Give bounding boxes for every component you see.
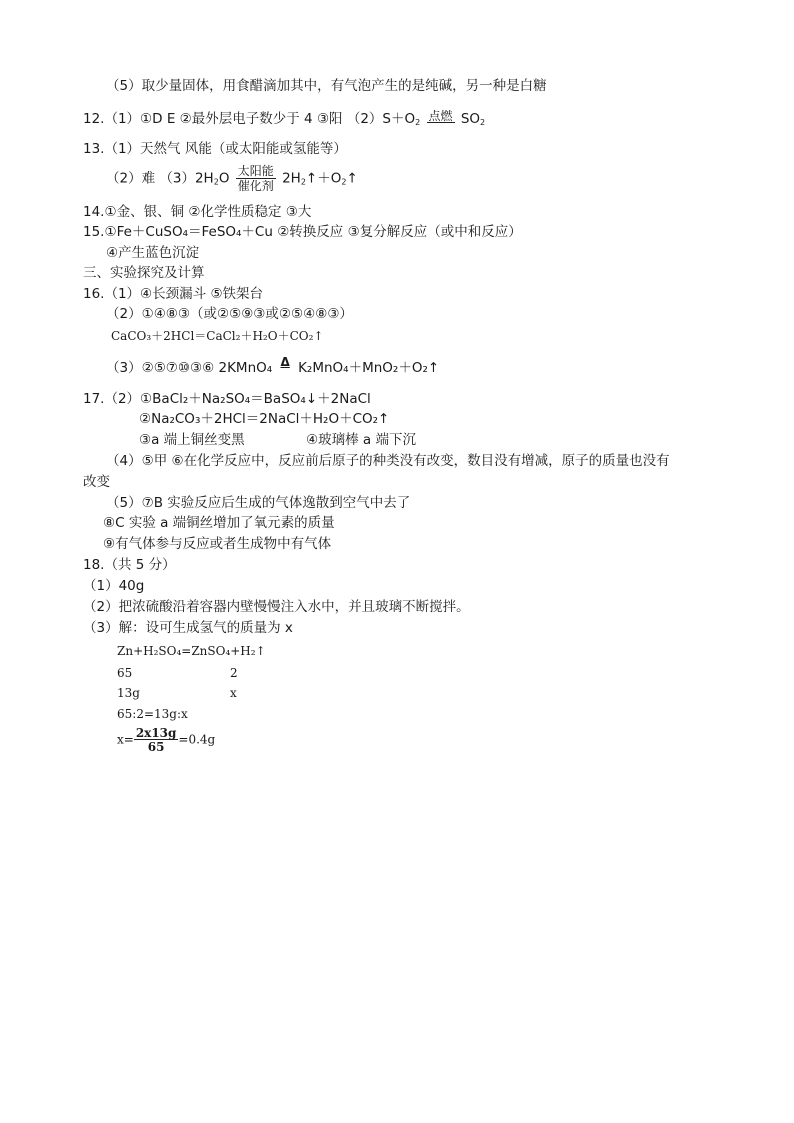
section-heading: 三、实验探究及计算 [83, 265, 205, 281]
calc-mass-zn: 65 [117, 666, 133, 680]
heat-condition: Δ [280, 355, 290, 369]
line-q16-2: （2）①④⑧③（或②⑤⑨③或②⑤④⑧③） [106, 306, 353, 322]
line-q15-1: 15.①Fe＋CuSO₄＝FeSO₄＋Cu ②转换反应 ③复分解反应（或中和反应） [83, 224, 522, 240]
line-q14: 14.①金、银、铜 ②化学性质稳定 ③大 [83, 204, 312, 220]
line-q17-3a: ③a 端上铜丝变黑 [139, 432, 245, 448]
calc-unknown: x [230, 686, 237, 700]
line-q15-2: ④产生蓝色沉淀 [106, 245, 200, 261]
line-q17-8: ⑨有气体参与反应或者生成物中有气体 [103, 536, 332, 552]
line-q12: 12.（1）①D E ②最外层电子数少于 4 ③阳 $(2)S+O_2$ 点燃 $SO_2$ [83, 109, 486, 127]
fraction: $\frac{2x13g}{65}$ [135, 726, 177, 754]
line-q18-1: （1）40g [83, 578, 145, 594]
line-q17-2: ②Na₂CO₃＋2HCl＝2NaCl＋H₂O＋CO₂↑ [139, 411, 390, 427]
line-q16-1: 16.（1）④长颈漏斗 ⑤铁架台 [83, 286, 264, 302]
calc-mass-h2: 2 [230, 666, 238, 680]
q12-text: 12.（1）①D E ②最外层电子数少于 4 ③阳 （2）S＋O [83, 111, 416, 127]
q12-product: SO [460, 111, 481, 127]
line-q18-2: （2）把浓硫酸沿着容器内壁慢慢注入水中，并且玻璃不断搅拌。 [83, 599, 470, 615]
reaction-condition: 点燃 [428, 109, 453, 123]
line-q18: 18.（共 5 分） [83, 557, 176, 573]
line-q16-3: CaCO₃＋2HCl＝CaCl₂＋H₂O＋CO₂↑ [111, 329, 324, 343]
calc-ratio: 65:2=13g:x [117, 707, 188, 721]
line-q17-7: ⑧C 实验 a 端铜丝增加了氧元素的质量 [103, 515, 335, 531]
line-q17-6: （5）⑦B 实验反应后生成的气体逸散到空气中去了 [106, 495, 411, 511]
line-q11-5: （5）取少量固体，用食醋滴加其中，有气泡产生的是纯碱，另一种是白糖 [106, 78, 547, 94]
line-q13-2: （2）难 $(3)2H_2O$ 太阳能 催化剂 $2H_2↑+O_2↑$ [106, 164, 358, 193]
line-q17-4: （4）⑤甲 ⑥在化学反应中，反应前后原子的种类没有改变，数目没有增减，原子的质量也没有 [106, 453, 670, 469]
calc-given: 13g [117, 686, 140, 700]
line-q17-5: 改变 [83, 474, 110, 490]
line-q13-1: 13.（1）天然气 风能（或太阳能或氢能等） [83, 141, 347, 157]
calc-result: x= $\frac{2x13g}{65}$ =0.4g [117, 726, 216, 754]
line-q17-3b: ④玻璃棒 a 端下沉 [306, 432, 416, 448]
calc-equation: Zn+H₂SO₄=ZnSO₄+H₂↑ [117, 644, 266, 658]
line-q17-1: 17.（2）①BaCl₂＋Na₂SO₄＝BaSO₄↓＋2NaCl [83, 391, 371, 407]
reaction-condition: 太阳能 催化剂 [237, 164, 274, 193]
line-q16-4: （3）②⑤⑦⑩③⑥ 2KMnO₄ Δ K₂MnO₄＋MnO₂＋O₂↑ [106, 355, 440, 376]
line-q18-3: （3）解：设可生成氢气的质量为 x [83, 620, 293, 636]
